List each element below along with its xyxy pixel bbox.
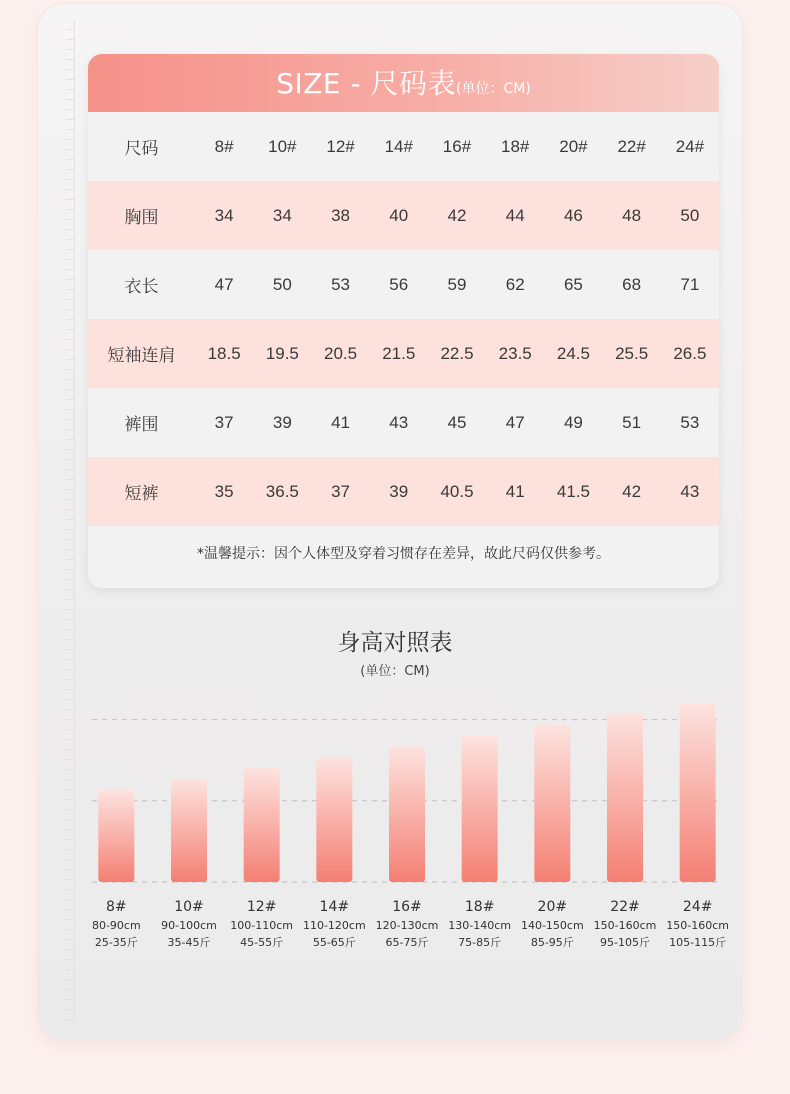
bar-14 <box>316 757 352 882</box>
height-range-label: 130-140cm <box>448 919 512 932</box>
x-tick-label: 10# <box>174 899 204 915</box>
weight-range-label: 85-95斤 <box>530 936 574 949</box>
height-range-label: 110-120cm <box>302 919 366 932</box>
size-cell: 44 <box>486 181 544 250</box>
x-tick-label: 18# <box>464 899 495 915</box>
size-cell: 36.5 <box>253 457 311 526</box>
size-cell: 47 <box>195 250 253 319</box>
size-cell: 56 <box>370 250 428 319</box>
weight-range-label: 75-85斤 <box>458 936 502 949</box>
size-cell: 18# <box>486 112 544 181</box>
size-cell: 71 <box>661 250 719 319</box>
size-cell: 8# <box>195 112 253 181</box>
size-cell: 41 <box>311 388 369 457</box>
size-cell: 50 <box>253 250 311 319</box>
weight-range-label: 25-35斤 <box>94 936 138 949</box>
size-cell: 62 <box>486 250 544 319</box>
size-cell: 49 <box>544 388 602 457</box>
size-cell: 46 <box>544 181 602 250</box>
size-row-label: 衣长 <box>88 250 195 319</box>
size-cell: 23.5 <box>486 319 544 388</box>
x-tick-label: 22# <box>610 899 640 915</box>
size-cell: 24.5 <box>544 319 602 388</box>
size-cell: 45 <box>428 388 486 457</box>
size-cell: 37 <box>311 457 369 526</box>
height-range-label: 150-160cm <box>593 919 657 932</box>
size-cell: 42 <box>603 457 661 526</box>
height-range-label: 90-100cm <box>161 919 217 932</box>
bar-22 <box>607 714 643 882</box>
x-tick-label: 24# <box>682 899 713 915</box>
x-tick-label: 16# <box>392 899 422 915</box>
size-cell: 48 <box>603 181 661 250</box>
chart-unit: (单位：CM) <box>360 664 430 679</box>
size-cell: 20.5 <box>311 319 369 388</box>
weight-range-label: 45-55斤 <box>240 936 284 949</box>
bar-20 <box>534 725 570 882</box>
size-cell: 26.5 <box>661 319 719 388</box>
size-cell: 14# <box>370 112 428 181</box>
bar-24 <box>680 703 716 882</box>
size-cell: 50 <box>661 181 719 250</box>
size-cell: 24# <box>661 112 719 181</box>
size-cell: 65 <box>544 250 602 319</box>
height-range-label: 150-160cm <box>666 919 730 932</box>
size-cell: 16# <box>428 112 486 181</box>
size-cell: 40 <box>370 181 428 250</box>
bar-12 <box>244 768 280 882</box>
weight-range-label: 35-45斤 <box>167 936 211 949</box>
weight-range-label: 65-75斤 <box>385 936 429 949</box>
size-cell: 41.5 <box>544 457 602 526</box>
height-range-label: 140-150cm <box>520 919 584 932</box>
bar-8 <box>98 790 134 882</box>
size-cell: 40.5 <box>428 457 486 526</box>
height-range-label: 120-130cm <box>375 919 439 932</box>
size-row-label: 短袖连肩 <box>88 319 195 388</box>
size-cell: 38 <box>311 181 369 250</box>
weight-range-label: 95-105斤 <box>600 936 650 949</box>
size-row-label: 短裤 <box>88 457 195 526</box>
size-table-unit: (单位：CM) <box>456 81 531 97</box>
size-cell: 41 <box>486 457 544 526</box>
size-cell: 53 <box>311 250 369 319</box>
size-cell: 47 <box>486 388 544 457</box>
size-cell: 10# <box>253 112 311 181</box>
x-tick-label: 20# <box>537 899 568 915</box>
bar-16 <box>389 746 425 882</box>
size-table-title: SIZE - 尺码表 <box>276 67 457 100</box>
size-row-label: 裤围 <box>88 388 195 457</box>
weight-range-label: 105-115斤 <box>669 936 727 949</box>
height-range-label: 100-110cm <box>230 919 294 932</box>
size-cell: 39 <box>370 457 428 526</box>
size-cell: 53 <box>661 388 719 457</box>
x-tick-label: 8# <box>106 899 127 915</box>
size-cell: 21.5 <box>370 319 428 388</box>
x-tick-label: 12# <box>246 899 277 915</box>
bar-10 <box>171 779 207 882</box>
size-cell: 25.5 <box>603 319 661 388</box>
size-cell: 59 <box>428 250 486 319</box>
size-row-label: 胸围 <box>88 181 195 250</box>
x-tick-label: 14# <box>319 899 350 915</box>
size-cell: 43 <box>370 388 428 457</box>
chart-title: 身高对照表 <box>337 630 453 656</box>
size-row-label: 尺码 <box>88 112 195 181</box>
size-cell: 51 <box>603 388 661 457</box>
size-cell: 37 <box>195 388 253 457</box>
size-cell: 22# <box>603 112 661 181</box>
size-cell: 39 <box>253 388 311 457</box>
size-cell: 20# <box>544 112 602 181</box>
size-cell: 22.5 <box>428 319 486 388</box>
size-cell: 68 <box>603 250 661 319</box>
size-note: *温馨提示：因个人体型及穿着习惯存在差异，故此尺码仅供参考。 <box>197 546 610 562</box>
size-cell: 43 <box>661 457 719 526</box>
size-cell: 34 <box>195 181 253 250</box>
size-cell: 12# <box>311 112 369 181</box>
size-cell: 19.5 <box>253 319 311 388</box>
size-cell: 35 <box>195 457 253 526</box>
size-cell: 34 <box>253 181 311 250</box>
weight-range-label: 55-65斤 <box>312 936 356 949</box>
bar-18 <box>462 735 498 882</box>
size-cell: 18.5 <box>195 319 253 388</box>
height-range-label: 80-90cm <box>91 919 141 932</box>
size-cell: 42 <box>428 181 486 250</box>
